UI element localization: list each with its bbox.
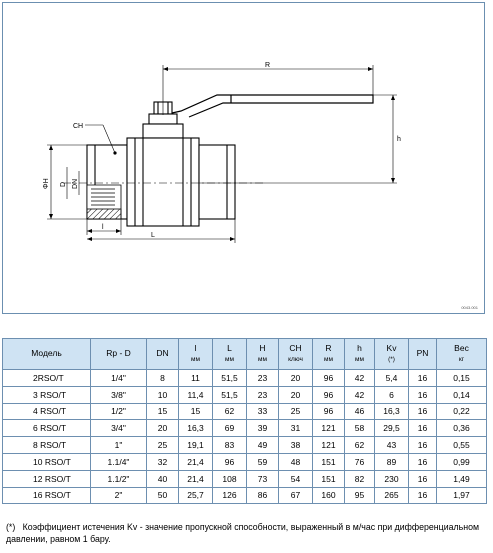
table-cell-model: 3 RSO/T [3, 386, 91, 403]
table-cell: 51,5 [213, 370, 247, 387]
table-cell: 73 [247, 470, 279, 487]
table-cell: 23 [247, 370, 279, 387]
table-row [3, 487, 487, 504]
table-cell: 58 [345, 420, 375, 437]
table-cell: 49 [247, 437, 279, 454]
table-cell: 0,99 [437, 453, 487, 470]
table-cell-model: 10 RSO/T [3, 453, 91, 470]
footnote [6, 521, 488, 545]
header-model: Модель [3, 339, 91, 370]
footnote-text: Коэффициент истечения Kv - значение пропускной способности, выраженный в м/час при дифференциальном давлении, равном 1 бару. [6, 522, 480, 544]
dim-label-d: D [60, 181, 67, 187]
header-h-small: h мм [345, 339, 375, 370]
header-dn: DN [147, 339, 179, 370]
table-cell: 16 [409, 403, 437, 420]
table-cell: 29,5 [375, 420, 409, 437]
handle-lever [163, 95, 373, 117]
dim-label-l-small: l [102, 224, 104, 231]
table-cell: 16 [409, 453, 437, 470]
table-cell: 1,49 [437, 470, 487, 487]
table-cell: 16 [409, 420, 437, 437]
table-cell: 96 [313, 386, 345, 403]
table-cell: 69 [213, 420, 247, 437]
table-row [3, 386, 487, 403]
table-cell: 11,4 [179, 386, 213, 403]
table-cell: 1.1/4" [91, 453, 147, 470]
table-cell: 3/4" [91, 420, 147, 437]
dim-label-h: h [397, 136, 401, 143]
table-cell: 82 [345, 470, 375, 487]
table-cell: 16,3 [179, 420, 213, 437]
table-cell: 59 [247, 453, 279, 470]
table-cell: 5,4 [375, 370, 409, 387]
table-cell: 1.1/2" [91, 470, 147, 487]
table-cell: 160 [313, 487, 345, 504]
table-row [3, 420, 487, 437]
table-cell: 16 [409, 470, 437, 487]
table-cell: 38 [279, 437, 313, 454]
table-cell: 6 [375, 386, 409, 403]
table-cell: 23 [247, 386, 279, 403]
table-cell-model: 2RSO/T [3, 370, 91, 387]
table-cell: 46 [345, 403, 375, 420]
table-cell: 1/4" [91, 370, 147, 387]
table-cell: 95 [345, 487, 375, 504]
header-r: R мм [313, 339, 345, 370]
table-cell: 265 [375, 487, 409, 504]
table-cell: 2" [91, 487, 147, 504]
table-cell: 21,4 [179, 453, 213, 470]
header-rp-d: Rp - D [91, 339, 147, 370]
header-h-big: H мм [247, 339, 279, 370]
table-cell: 0,14 [437, 386, 487, 403]
table-cell: 25 [279, 403, 313, 420]
ball-valve-drawing [3, 3, 486, 315]
table-cell: 62 [213, 403, 247, 420]
table-cell: 3/8" [91, 386, 147, 403]
table-cell: 8 [147, 370, 179, 387]
table-cell: 21,4 [179, 470, 213, 487]
table-cell: 151 [313, 453, 345, 470]
table-cell: 19,1 [179, 437, 213, 454]
table-cell: 31 [279, 420, 313, 437]
table-cell: 51,5 [213, 386, 247, 403]
table-cell-model: 6 RSO/T [3, 420, 91, 437]
table-cell: 76 [345, 453, 375, 470]
table-cell: 1,97 [437, 487, 487, 504]
table-cell: 54 [279, 470, 313, 487]
table-cell: 11 [179, 370, 213, 387]
table-cell: 32 [147, 453, 179, 470]
table-cell-model: 16 RSO/T [3, 487, 91, 504]
table-cell: 0,55 [437, 437, 487, 454]
table-cell: 83 [213, 437, 247, 454]
header-l-big: L мм [213, 339, 247, 370]
table-cell: 15 [179, 403, 213, 420]
table-cell: 20 [279, 386, 313, 403]
table-cell: 48 [279, 453, 313, 470]
dim-label-r: R [265, 62, 271, 69]
drawing-code: 0043.001 [461, 305, 478, 310]
table-cell: 43 [375, 437, 409, 454]
table-row [3, 370, 487, 387]
table-cell: 16 [409, 487, 437, 504]
table-cell: 50 [147, 487, 179, 504]
header-weight: Вес кг [437, 339, 487, 370]
table-cell-model: 8 RSO/T [3, 437, 91, 454]
table-cell: 121 [313, 437, 345, 454]
dim-label-l-big: L [151, 232, 155, 239]
table-cell: 40 [147, 470, 179, 487]
table-cell: 20 [147, 420, 179, 437]
header-kv: Kv (*) [375, 339, 409, 370]
table-cell: 42 [345, 370, 375, 387]
table-row [3, 453, 487, 470]
table-cell: 0,36 [437, 420, 487, 437]
table-cell: 96 [313, 403, 345, 420]
table-cell: 108 [213, 470, 247, 487]
table-cell: 89 [375, 453, 409, 470]
table-cell: 86 [247, 487, 279, 504]
table-cell: 42 [345, 386, 375, 403]
table-cell: 151 [313, 470, 345, 487]
table-cell: 1/2" [91, 403, 147, 420]
table-cell: 16,3 [375, 403, 409, 420]
table-cell: 230 [375, 470, 409, 487]
spec-table [2, 338, 487, 504]
table-cell-model: 4 RSO/T [3, 403, 91, 420]
spec-table-wrap [2, 338, 486, 504]
table-cell: 62 [345, 437, 375, 454]
table-cell: 25 [147, 437, 179, 454]
table-cell: 33 [247, 403, 279, 420]
header-pn: PN [409, 339, 437, 370]
table-cell: 10 [147, 386, 179, 403]
dim-label-dn: DN [72, 178, 79, 189]
table-cell: 39 [247, 420, 279, 437]
dim-label-ch: CH [73, 123, 84, 130]
table-cell: 25,7 [179, 487, 213, 504]
header-l-small: l мм [179, 339, 213, 370]
table-row [3, 437, 487, 454]
table-row [3, 403, 487, 420]
valve-drawing-frame [2, 2, 485, 314]
thread-cutaway [87, 185, 121, 219]
table-row [3, 470, 487, 487]
table-cell-model: 12 RSO/T [3, 470, 91, 487]
table-cell: 121 [313, 420, 345, 437]
header-ch: CH ключ [279, 339, 313, 370]
table-cell: 16 [409, 437, 437, 454]
dim-label-phi-h: ΦH [43, 178, 50, 189]
table-cell: 126 [213, 487, 247, 504]
table-header-row [3, 339, 487, 370]
table-cell: 0,15 [437, 370, 487, 387]
table-body [3, 370, 487, 504]
table-cell: 67 [279, 487, 313, 504]
table-cell: 16 [409, 386, 437, 403]
table-cell: 16 [409, 370, 437, 387]
footnote-mark: (*) [6, 522, 16, 532]
table-cell: 15 [147, 403, 179, 420]
table-cell: 1" [91, 437, 147, 454]
table-cell: 0,22 [437, 403, 487, 420]
table-cell: 20 [279, 370, 313, 387]
table-cell: 96 [313, 370, 345, 387]
table-cell: 96 [213, 453, 247, 470]
